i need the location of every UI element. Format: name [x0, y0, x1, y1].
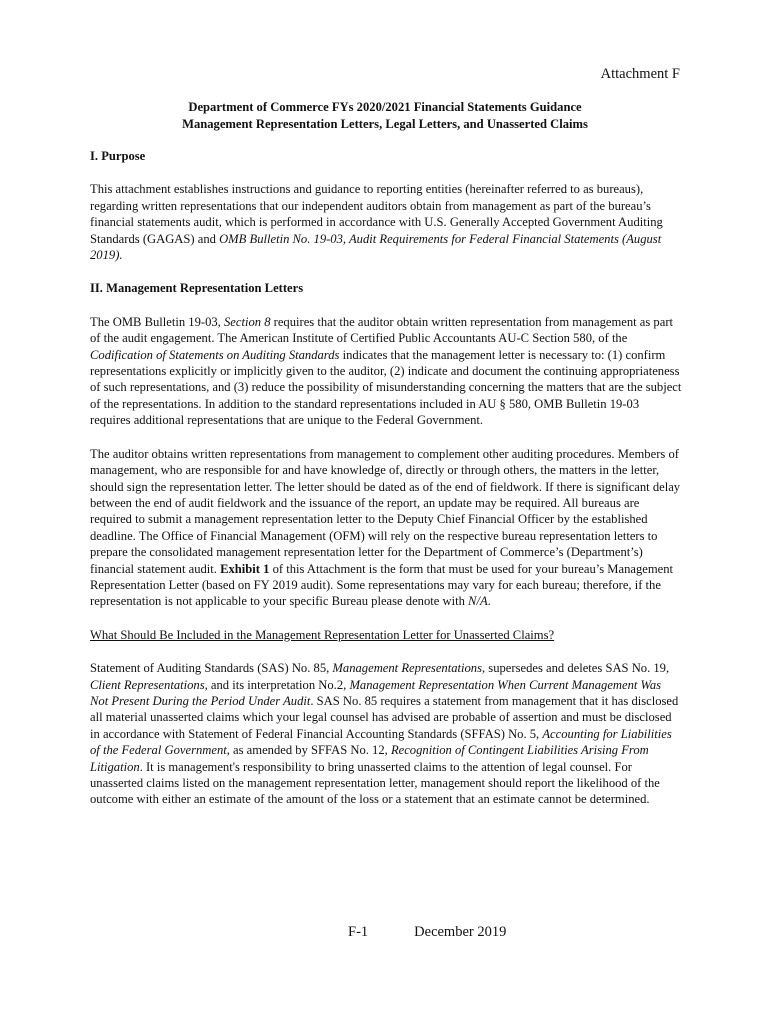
- title-line-2: Management Representation Letters, Legal Letters, and Unasserted Claims: [182, 117, 588, 131]
- sas-paragraph: [90, 660, 682, 808]
- italic-text-run: Codification of Statements on Auditing Standards: [90, 347, 340, 362]
- italic-text-run: N/A: [468, 594, 488, 609]
- document-body: [90, 148, 682, 808]
- omb-bulletin-paragraph: [90, 314, 682, 429]
- purpose-paragraph: [90, 181, 682, 263]
- text-run: . SAS No. 85 requires a statement from management that it has disclosed all material unasserted claims which your legal counsel has advised are probable of assertion and must be disclosed in accordance with Statement of Federal Financial Accounting Standards (SFFAS) No. 5,: [90, 693, 679, 741]
- text-run: This attachment establishes instructions and guidance to reporting entities (hereinafter referred to as bureaus), regarding written representations that our independent auditors obtain from management as part of the bureau’s financial statements audit, which is performed in accordance with U.S. Generally Accepted Government Auditing Standards (GAGAS) and: [90, 182, 663, 246]
- italic-text-run: Recognition of Contingent Liabilities Arising From Litigation: [90, 743, 649, 774]
- document-title: [90, 99, 680, 133]
- title-line-1: Department of Commerce FYs 2020/2021 Financial Statements Guidance: [188, 100, 582, 114]
- page-number: F-1: [348, 924, 369, 940]
- italic-text-run: Section 8: [223, 314, 271, 329]
- text-run: , as amended by SFFAS No. 12,: [226, 743, 391, 758]
- auditor-representations-paragraph: [90, 446, 682, 610]
- text-run: .: [487, 594, 491, 609]
- text-run: . It is management's responsibility to bring unasserted claims to the attention of legal counsel. For unasserted claims listed on the management representation letter, management should report the likelihood of the outcome with either an estimate of the amount of the loss or a statement that an estimate cannot be determined.: [90, 759, 660, 807]
- text-run: of this Attachment is the form that must be used for your bureau’s Management Representation Letter (based on FY 2019 audit). Some representations may vary for each bureau; therefore, if the representation is not applicable to your specific Bureau please denote with: [90, 561, 674, 609]
- italic-text-run: Management Representations: [332, 661, 482, 676]
- section-heading-management-representation: II. Management Representation Letters: [90, 281, 304, 296]
- text-run: , supersedes and deletes SAS No. 19,: [482, 661, 670, 676]
- attachment-label: Attachment F: [600, 66, 680, 82]
- section-heading-purpose: I. Purpose: [90, 149, 146, 163]
- text-run: indicates that the management letter is necessary to: (1) confirm representations explicitly or implicitly given to the auditor, (2) indicate and document the continuing appropriateness of such representations, and (3) reduce the possibility of misunderstanding concerning the matters that are the subject of the representations. In addition to the standard representations included in AU § 580, OMB Bulletin 19-03 requires additional representations that are unique to the Federal Government.: [90, 347, 682, 428]
- page-footer: [348, 924, 506, 941]
- italic-text-run: Accounting for Liabilities of the Federal Government: [90, 726, 672, 758]
- text-run: Statement of Auditing Standards (SAS) No. 85,: [90, 661, 333, 676]
- unasserted-claims-subheading: What Should Be Included in the Management Representation Letter for Unasserted Claims?: [90, 627, 555, 642]
- text-run: The auditor obtains written representations from management to complement other auditing procedures. Members of management, who are responsible for and have knowledge of, directly or through others, the matters in the letter, should sign the representation letter. The letter should be dated as of the end of fieldwork. If there is significant delay between the end of audit fieldwork and the issuance of the report, an update may be required. All bureaus are required to submit a management representation letter to the Deputy Chief Financial Officer by the established deadline. The Office of Financial Management (OFM) will rely on the respective bureau representation letters to prepare the consolidated management representation letter for the Department of Commerce’s (Department’s) financial statement audit.: [90, 446, 681, 576]
- italic-text-run: OMB Bulletin No. 19-03, Audit Requirements for Federal Financial Statements (August 2019).: [90, 231, 662, 263]
- text-run: The OMB Bulletin 19-03,: [90, 314, 224, 329]
- text-run: , and its interpretation No.2,: [204, 677, 350, 692]
- italic-text-run: Client Representations: [90, 677, 205, 692]
- footer-date: December 2019: [414, 924, 507, 940]
- bold-text-run: Exhibit 1: [220, 561, 270, 576]
- italic-text-run: Management Representation When Current Management Was Not Present During the Period Under Audit: [90, 677, 662, 708]
- text-run: requires that the auditor obtain written representation from management as part of the audit engagement. The American Institute of Certified Public Accountants AU-C Section 580, of the: [90, 314, 674, 346]
